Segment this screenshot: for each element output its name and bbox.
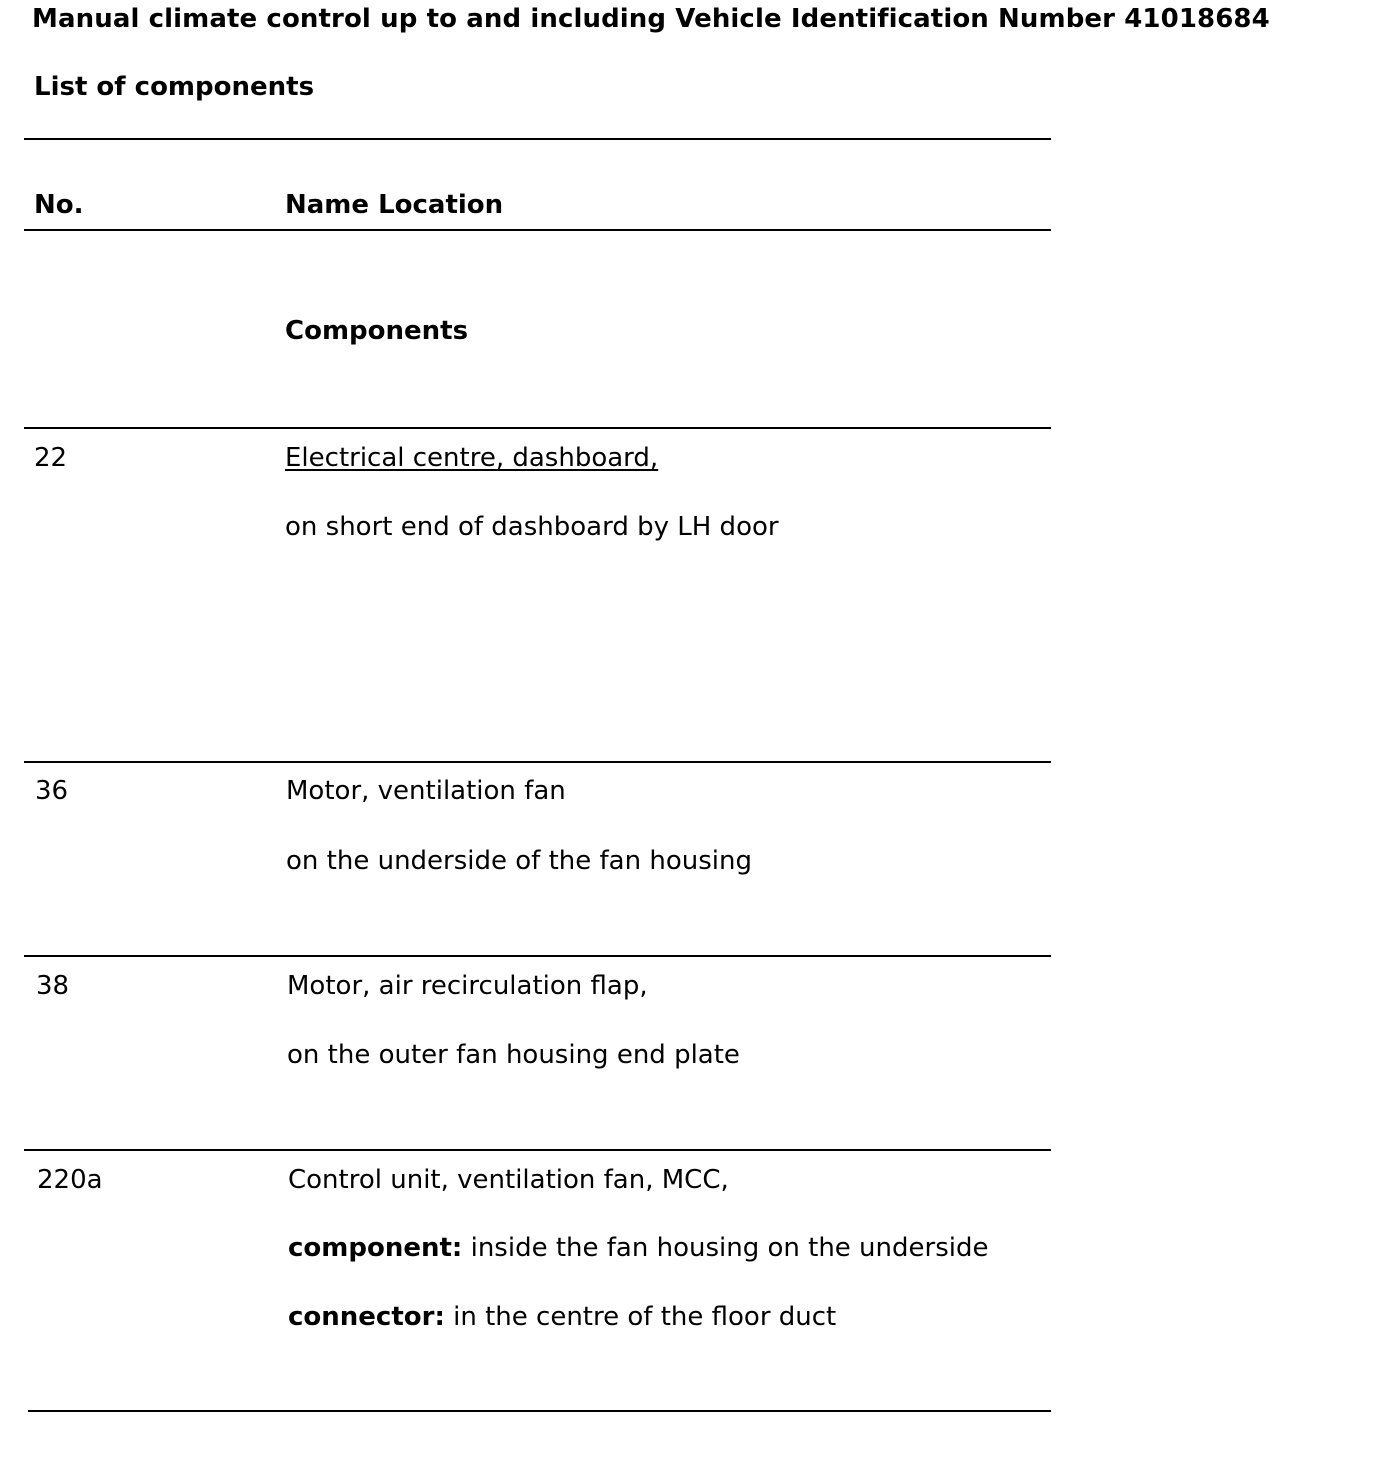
row-220a-connector-line [288, 1301, 836, 1333]
row-38-number: 38 [36, 971, 70, 1001]
column-header-no: No. [34, 190, 84, 220]
row-divider [24, 427, 1051, 429]
component-label: component: [288, 1233, 463, 1263]
row-divider [24, 761, 1051, 763]
header-bottom-rule [24, 229, 1051, 231]
table-top-rule [24, 138, 1051, 140]
row-38-location: on the outer fan housing end plate [287, 1040, 740, 1070]
row-36-name: Motor, ventilation fan [286, 776, 566, 806]
row-36-number: 36 [35, 776, 69, 806]
row-220a-name: Control unit, ventilation fan, MCC, [288, 1165, 729, 1195]
row-divider [24, 955, 1051, 957]
column-header-name-location: Name Location [285, 190, 504, 220]
row-22-name-link[interactable]: Electrical centre, dashboard, [285, 443, 659, 473]
row-36-location: on the underside of the fan housing [286, 846, 752, 876]
row-22-location: on short end of dashboard by LH door [285, 512, 779, 542]
row-220a-number: 220a [37, 1165, 103, 1195]
row-22-number: 22 [34, 443, 68, 473]
table-bottom-rule [28, 1410, 1051, 1412]
row-220a-component-line [288, 1232, 988, 1264]
row-divider [24, 1149, 1051, 1151]
section-heading-components: Components [285, 316, 469, 346]
connector-location: in the centre of the floor duct [444, 1302, 837, 1332]
connector-label: connector: [288, 1302, 445, 1332]
component-location: inside the fan housing on the underside [462, 1233, 989, 1263]
page-title: Manual climate control up to and including Vehicle Identification Number 41018684 [32, 4, 1270, 34]
page-subtitle: List of components [34, 72, 315, 102]
row-38-name: Motor, air recirculation flap, [287, 971, 648, 1001]
